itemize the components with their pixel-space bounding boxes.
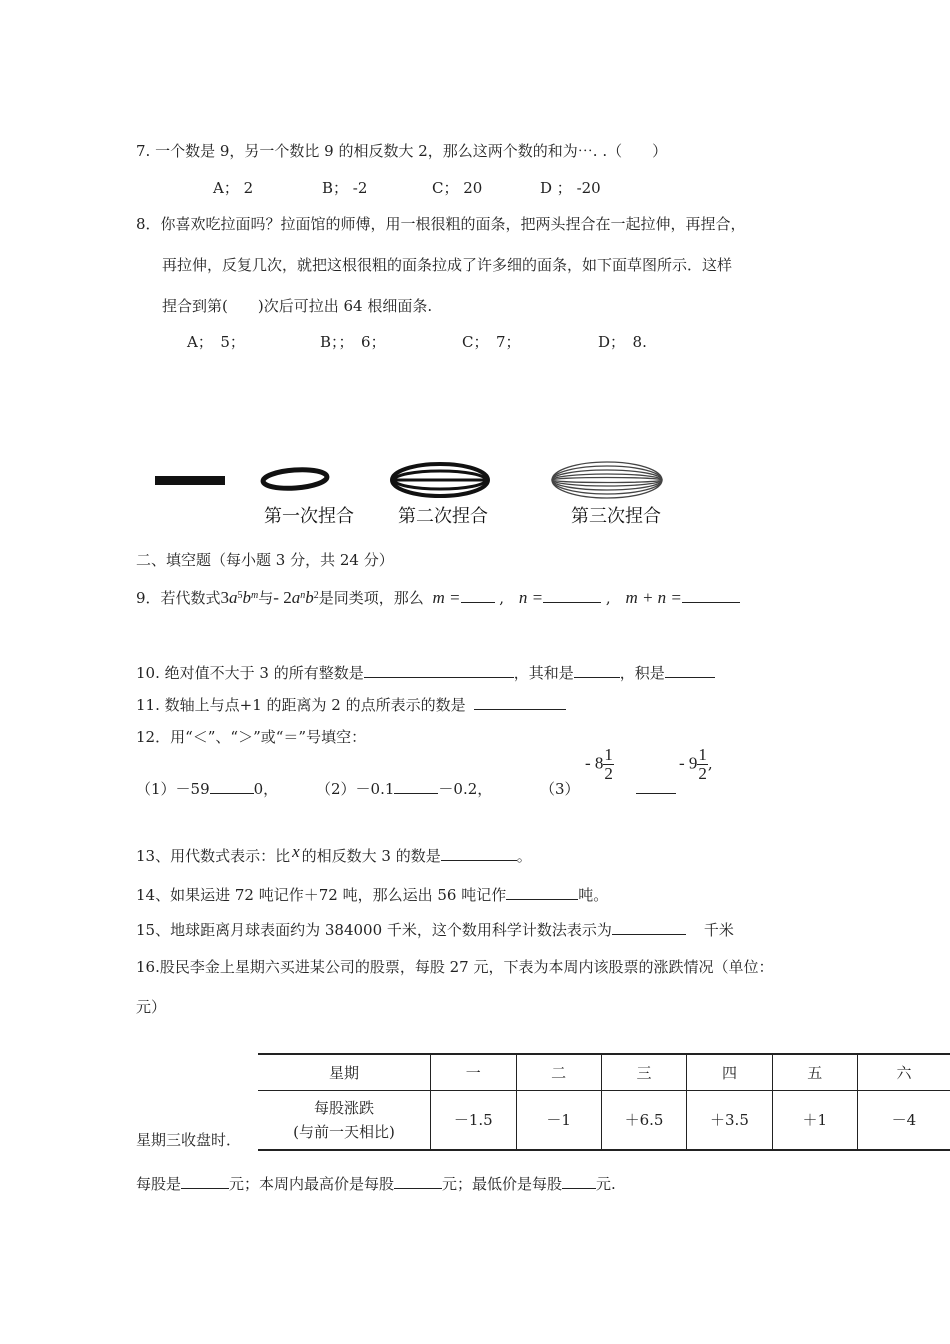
noodle-loop-3-icon	[552, 462, 662, 498]
q12-neg8: - 8	[585, 753, 604, 773]
q11	[136, 694, 566, 715]
q10	[136, 662, 715, 683]
q8-line-2: 再拉伸，反复几次，就把这根很粗的面条拉成了许多细的面条，如下面草图所示．这样	[162, 256, 733, 274]
q13-part-a: 13、用代数式表示：比	[136, 847, 291, 865]
q14-part-b: 吨。	[578, 886, 609, 904]
q12-p1-a: （1）－59	[136, 780, 210, 798]
q10-blank-3[interactable]	[665, 663, 715, 678]
q12-tail: ,	[707, 754, 713, 773]
q9-prefix: 9．若代数式	[136, 589, 221, 607]
q12-blank-1[interactable]	[210, 779, 254, 794]
q9-with: 与	[258, 589, 274, 607]
q7-option-c: C； 20	[432, 179, 483, 197]
q16-b4: 元.	[596, 1175, 616, 1193]
table-header-cell: 六	[857, 1054, 950, 1091]
q8-option-b: B；； 6；	[320, 333, 386, 351]
q15-part-a: 15、地球距离月球表面约为 384000 千米，这个数用科学计数法表示为	[136, 921, 612, 939]
q12-frac-2: $\frac{1}{2}$	[698, 745, 707, 783]
q8-option-d: D； 8.	[598, 333, 647, 351]
table-header-cell: 三	[601, 1054, 686, 1091]
table-header-cell: 星期	[258, 1054, 431, 1091]
noodle-bar-icon	[155, 476, 225, 485]
q12-p2-b: －0.2，	[438, 780, 493, 798]
q13	[136, 842, 532, 866]
q8-line-1: 8．你喜欢吃拉面吗？拉面馆的师傅，用一根很粗的面条，把两头捏合在一起拉伸，再捏合，	[136, 215, 746, 233]
q15-blank[interactable]	[612, 920, 686, 935]
table-row	[258, 1091, 950, 1151]
q16-blank-3[interactable]	[562, 1174, 596, 1189]
q16-question-a: 星期三收盘时．	[136, 1131, 242, 1149]
q11-blank[interactable]	[474, 695, 566, 710]
table-cell: ＋1	[772, 1091, 857, 1151]
q12-title: 12．用“＜”、“＞”或“＝”号填空：	[136, 728, 367, 746]
q9-m-blank[interactable]	[461, 588, 495, 603]
table-header-row	[258, 1054, 950, 1091]
q16-blank-1[interactable]	[181, 1174, 229, 1189]
q13-part-b: 的相反数大 3 的数是	[301, 847, 441, 865]
q12-part-2	[316, 778, 492, 799]
q14	[136, 884, 608, 905]
q8-option-a: A； 5；	[187, 333, 245, 351]
noodle-loop-1-icon	[262, 468, 327, 490]
table-header-cell: 五	[772, 1054, 857, 1091]
q12-blank-3[interactable]	[636, 779, 676, 794]
q9-m-label: m =	[432, 588, 461, 607]
q15	[136, 919, 734, 940]
q9	[136, 583, 740, 613]
table-cell: －1	[516, 1091, 601, 1151]
q9-expr-1: $3a^5b^m$	[220, 588, 259, 607]
q12-p1-b: 0，	[253, 780, 279, 798]
table-header-cell: 四	[687, 1054, 772, 1091]
q8-line-3: 捏合到第( )次后可拉出 64 根细面条.	[162, 297, 433, 315]
q11-text: 11. 数轴上与点+1 的距离为 2 的点所表示的数是	[136, 696, 466, 714]
q12-part-3-label: （3）	[540, 780, 580, 798]
q16-question-b	[136, 1173, 616, 1194]
q7-option-b: B； -2	[322, 179, 368, 197]
figure-label-1: 第一次捏合	[264, 506, 354, 527]
q12-neg9: - 9	[679, 753, 698, 773]
q13-x: x	[292, 842, 300, 861]
table-header-cell: 二	[516, 1054, 601, 1091]
q10-part-a: 10. 绝对值不大于 3 的所有整数是	[136, 664, 364, 682]
q12-frac-1: $\frac{1}{2}$	[604, 745, 613, 783]
q14-blank[interactable]	[506, 885, 578, 900]
q7-text: 7. 一个数是 9，另一个数比 9 的相反数大 2，那么这两个数的和为⋯. .（ ）	[136, 142, 668, 160]
q9-expr-2: - $2a^nb^2$	[273, 588, 319, 607]
q13-blank[interactable]	[441, 846, 517, 861]
table-cell: ＋6.5	[601, 1091, 686, 1151]
q8-option-c: C； 7；	[462, 333, 521, 351]
q7-option-a: A； 2	[213, 179, 254, 197]
q16-line-2: 元）	[136, 998, 167, 1016]
stock-change-table	[258, 1053, 950, 1151]
q16-b2: 元；本周内最高价是每股	[229, 1175, 395, 1193]
q14-part-a: 14、如果运进 72 吨记作＋72 吨，那么运出 56 吨记作	[136, 886, 507, 904]
q10-blank-1[interactable]	[364, 663, 514, 678]
q16-line-1: 16.股民李金上星期六买进某公司的股票，每股 27 元，下表为本周内该股票的涨跌情况（单位：	[136, 958, 774, 976]
q12-part-3-expr-1	[585, 746, 614, 783]
noodle-loop-2-icon	[392, 464, 488, 496]
q10-part-c: ，积是	[619, 664, 665, 682]
table-header-cell: 一	[431, 1054, 516, 1091]
q10-blank-2[interactable]	[574, 663, 620, 678]
q9-middle: 是同类项，那么	[318, 589, 424, 607]
noodle-figure	[145, 455, 705, 505]
table-cell: －4	[857, 1091, 950, 1151]
q9-comma-1: ,	[499, 589, 505, 607]
table-cell: ＋3.5	[687, 1091, 772, 1151]
q12-blank-2[interactable]	[394, 779, 438, 794]
q9-comma-2: ,	[605, 589, 611, 607]
q15-part-b: 千米	[703, 921, 734, 939]
q12-part-3-expr-2	[679, 746, 713, 783]
section-title: 二、填空题（每小题 3 分，共 24 分）	[136, 551, 394, 569]
figure-label-3: 第三次捏合	[571, 506, 661, 527]
figure-label-2: 第二次捏合	[398, 506, 488, 527]
q9-mn-label: m + n =	[625, 588, 682, 607]
q10-part-b: ，其和是	[513, 664, 574, 682]
q12-part-1	[136, 778, 278, 799]
q7-option-d: D ； -20	[540, 179, 601, 197]
q16-b1: 每股是	[136, 1175, 182, 1193]
q13-part-c: 。	[516, 847, 532, 865]
q9-n-label: n =	[518, 588, 544, 607]
table-row-label: 每股涨跌 (与前一天相比)	[258, 1091, 431, 1151]
q9-n-blank[interactable]	[543, 588, 601, 603]
q12-p2-a: （2）－0.1	[316, 780, 395, 798]
q16-b3: 元；最低价是每股	[442, 1175, 563, 1193]
table-cell: －1.5	[431, 1091, 516, 1151]
q9-mn-blank[interactable]	[682, 588, 740, 603]
q16-blank-2[interactable]	[394, 1174, 442, 1189]
